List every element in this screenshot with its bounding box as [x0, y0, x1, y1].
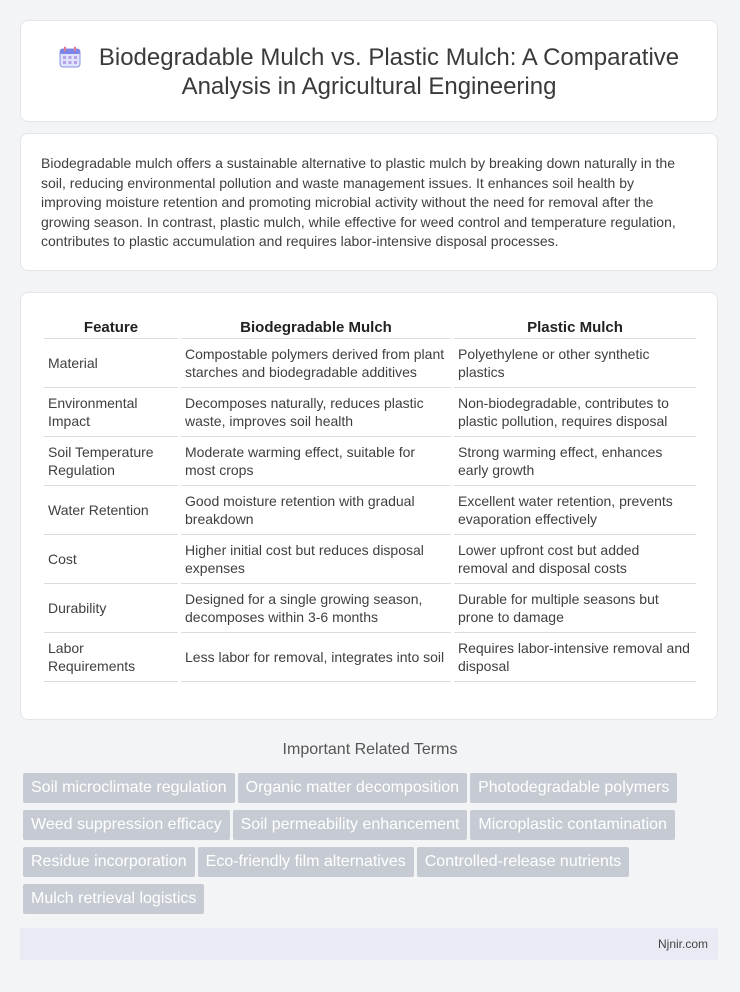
plastic-cell: Lower upfront cost but added removal and disposal costs	[454, 535, 696, 584]
title-wrap	[21, 43, 717, 101]
biodegradable-cell: Higher initial cost but reduces disposal expenses	[181, 535, 451, 584]
biodegradable-cell: Designed for a single growing season, decomposes within 3-6 months	[181, 584, 451, 633]
term-tag[interactable]: Photodegradable polymers	[470, 773, 677, 803]
biodegradable-cell: Decomposes naturally, reduces plastic waste, improves soil health	[181, 388, 451, 437]
feature-cell: Material	[44, 339, 178, 388]
term-tag[interactable]: Eco-friendly film alternatives	[198, 847, 414, 877]
plastic-cell: Non-biodegradable, contributes to plastic pollution, requires disposal	[454, 388, 696, 437]
table-row	[44, 339, 696, 388]
biodegradable-cell: Less labor for removal, integrates into soil	[181, 633, 451, 682]
table-row	[44, 388, 696, 437]
plastic-cell: Excellent water retention, prevents evaporation effectively	[454, 486, 696, 535]
header-feature: Feature	[44, 317, 178, 339]
header-card	[20, 20, 718, 122]
biodegradable-cell: Good moisture retention with gradual breakdown	[181, 486, 451, 535]
page-title-text: Biodegradable Mulch vs. Plastic Mulch: A Comparative Analysis in Agricultural Engineering	[98, 44, 680, 100]
header-biodegradable: Biodegradable Mulch	[181, 317, 451, 339]
related-terms-heading: Important Related Terms	[282, 741, 458, 758]
comparison-table	[41, 317, 699, 682]
calendar-icon	[59, 46, 81, 68]
plastic-cell: Polyethylene or other synthetic plastics	[454, 339, 696, 388]
feature-cell: Soil Temperature Regulation	[44, 437, 178, 486]
page-title	[21, 43, 717, 101]
feature-cell: Water Retention	[44, 486, 178, 535]
term-tag[interactable]: Organic matter decomposition	[238, 773, 467, 803]
feature-cell: Labor Requirements	[44, 633, 178, 682]
table-row	[44, 584, 696, 633]
plastic-cell: Strong warming effect, enhances early growth	[454, 437, 696, 486]
term-tag[interactable]: Microplastic contamination	[470, 810, 675, 840]
plastic-cell: Requires labor-intensive removal and disposal	[454, 633, 696, 682]
footer	[20, 928, 718, 960]
term-tag[interactable]: Controlled-release nutrients	[417, 847, 630, 877]
table-row	[44, 633, 696, 682]
term-tag[interactable]: Soil permeability enhancement	[233, 810, 468, 840]
table-row	[44, 535, 696, 584]
intro-paragraph: Biodegradable mulch offers a sustainable alternative to plastic mulch by breaking down naturally in the soil, reducing environmental pollution and waste management issues. It enhances soil health by improving moisture retention and promoting microbial activity without the need for removal after the growing season. In contrast, plastic mulch, while effective for weed control and temperature regulation, contributes to plastic accumulation and requires labor-intensive disposal processes.	[41, 155, 676, 249]
footer-site-link[interactable]: Njnir.com	[657, 937, 708, 951]
term-tag[interactable]: Mulch retrieval logistics	[23, 884, 204, 914]
related-terms-list	[23, 773, 703, 921]
header-plastic: Plastic Mulch	[454, 317, 696, 339]
plastic-cell: Durable for multiple seasons but prone to damage	[454, 584, 696, 633]
feature-cell: Cost	[44, 535, 178, 584]
term-tag[interactable]: Residue incorporation	[23, 847, 195, 877]
table-row	[44, 486, 696, 535]
biodegradable-cell: Moderate warming effect, suitable for most crops	[181, 437, 451, 486]
table-row	[44, 437, 696, 486]
intro-card	[20, 133, 718, 271]
term-tag[interactable]: Weed suppression efficacy	[23, 810, 230, 840]
feature-cell: Durability	[44, 584, 178, 633]
comparison-card	[20, 292, 718, 720]
feature-cell: Environmental Impact	[44, 388, 178, 437]
table-header-row	[44, 317, 696, 339]
term-tag[interactable]: Soil microclimate regulation	[23, 773, 235, 803]
biodegradable-cell: Compostable polymers derived from plant starches and biodegradable additives	[181, 339, 451, 388]
